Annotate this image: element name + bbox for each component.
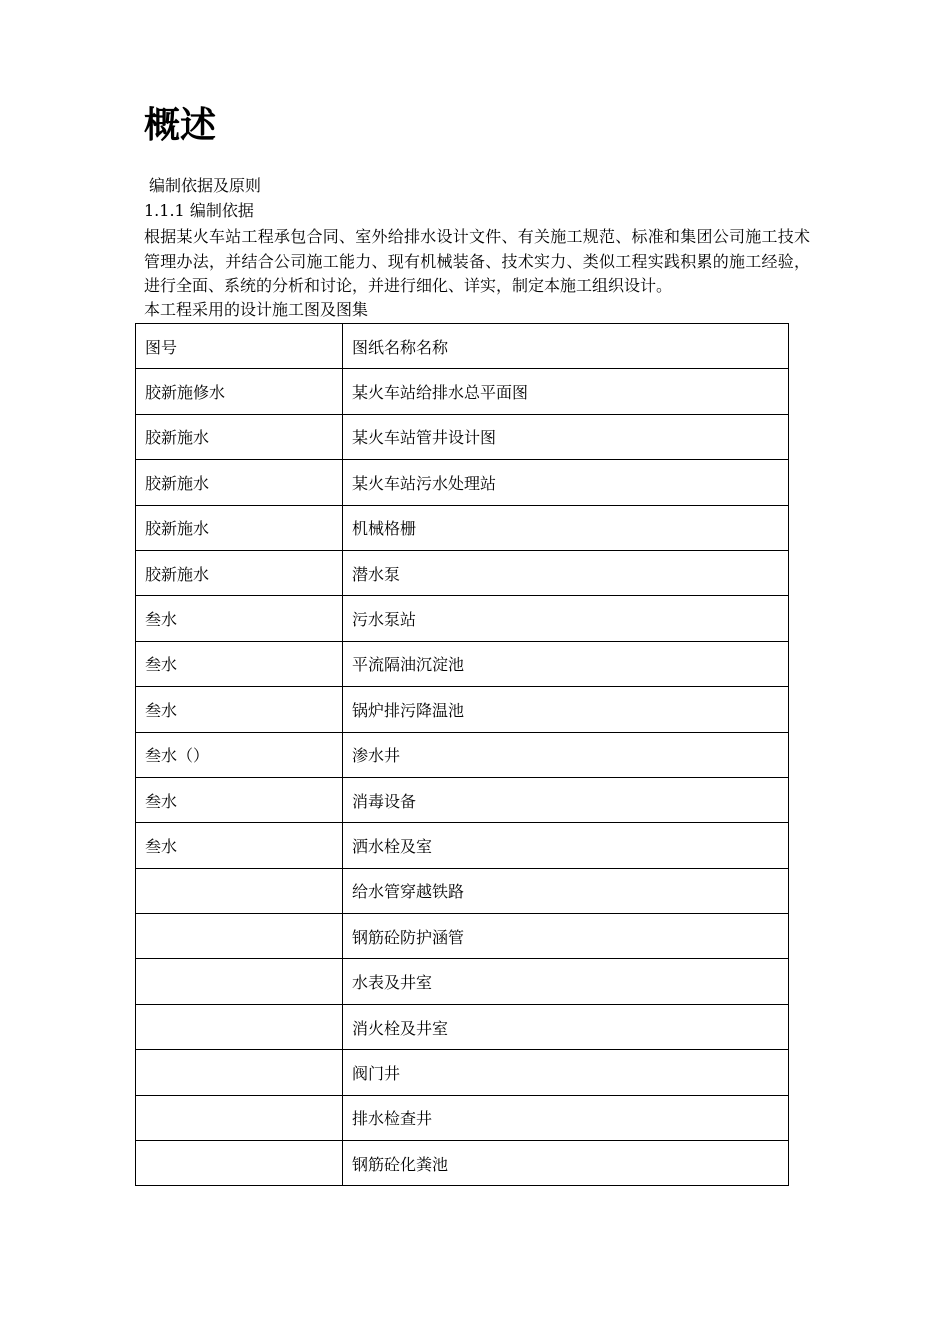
table-row <box>136 823 789 868</box>
cell-drawing-number: 胶新施水 <box>136 505 343 550</box>
cell-drawing-name: 钢筋砼化粪池 <box>343 1141 789 1186</box>
cell-drawing-name: 潜水泵 <box>343 550 789 595</box>
subsection-title: 编制依据 <box>189 201 254 220</box>
cell-drawing-number <box>136 1095 343 1140</box>
cell-drawing-number <box>136 959 343 1004</box>
drawings-table <box>135 323 789 1186</box>
cell-drawing-number: 胶新施修水 <box>136 369 343 414</box>
cell-drawing-name: 水表及井室 <box>343 959 789 1004</box>
drawings-table-body <box>136 324 789 1186</box>
table-row <box>136 1004 789 1049</box>
cell-drawing-name: 洒水栓及室 <box>343 823 789 868</box>
cell-drawing-number: 叁水 <box>136 687 343 732</box>
table-row <box>136 777 789 822</box>
table-row <box>136 550 789 595</box>
table-row <box>136 369 789 414</box>
cell-drawing-number: 叁水 <box>136 641 343 686</box>
table-row <box>136 505 789 550</box>
cell-drawing-name: 污水泵站 <box>343 596 789 641</box>
page-title: 概述 <box>144 105 217 146</box>
table-row <box>136 914 789 959</box>
cell-drawing-name: 阀门井 <box>343 1050 789 1095</box>
cell-drawing-number <box>136 868 343 913</box>
subsection-number: 1.1.1 <box>144 201 185 220</box>
table-row <box>136 868 789 913</box>
cell-drawing-name: 排水检查井 <box>343 1095 789 1140</box>
cell-drawing-number: 叁水 <box>136 596 343 641</box>
table-caption: 本工程采用的设计施工图及图集 <box>144 300 369 319</box>
cell-drawing-name: 机械格栅 <box>343 505 789 550</box>
cell-drawing-name: 渗水井 <box>343 732 789 777</box>
cell-drawing-number <box>136 914 343 959</box>
cell-drawing-number: 胶新施水 <box>136 414 343 459</box>
table-row <box>136 414 789 459</box>
table-row <box>136 460 789 505</box>
header-cell-drawing-number: 图号 <box>136 324 343 369</box>
cell-drawing-name: 锅炉排污降温池 <box>343 687 789 732</box>
section-heading: 编制依据及原则 <box>149 176 262 195</box>
table-row <box>136 1095 789 1140</box>
cell-drawing-name: 某火车站污水处理站 <box>343 460 789 505</box>
cell-drawing-number <box>136 1004 343 1049</box>
cell-drawing-name: 某火车站管井设计图 <box>343 414 789 459</box>
table-row <box>136 687 789 732</box>
cell-drawing-name: 给水管穿越铁路 <box>343 868 789 913</box>
cell-drawing-name: 某火车站给排水总平面图 <box>343 369 789 414</box>
cell-drawing-number: 叁水 <box>136 823 343 868</box>
subsection-heading <box>144 200 254 222</box>
cell-drawing-name: 平流隔油沉淀池 <box>343 641 789 686</box>
cell-drawing-number <box>136 1141 343 1186</box>
cell-drawing-number <box>136 1050 343 1095</box>
cell-drawing-number: 胶新施水 <box>136 460 343 505</box>
cell-drawing-number: 胶新施水 <box>136 550 343 595</box>
cell-drawing-name: 消火栓及井室 <box>343 1004 789 1049</box>
table-header-row <box>136 324 789 369</box>
table-row <box>136 596 789 641</box>
table-row <box>136 959 789 1004</box>
table-row <box>136 1141 789 1186</box>
cell-drawing-number: 叁水（） <box>136 732 343 777</box>
table-row <box>136 641 789 686</box>
table-row <box>136 732 789 777</box>
header-cell-drawing-name: 图纸名称名称 <box>343 324 789 369</box>
cell-drawing-number: 叁水 <box>136 777 343 822</box>
cell-drawing-name: 消毒设备 <box>343 777 789 822</box>
body-paragraph: 根据某火车站工程承包合同、室外给排水设计文件、有关施工规范、标准和集团公司施工技术管理办法，并结合公司施工能力、现有机械装备、技术实力、类似工程实践积累的施工经验，进行全面、系统的分析和讨论，并进行细化、详实，制定本施工组织设计。 <box>144 227 810 295</box>
cell-drawing-name: 钢筋砼防护涵管 <box>343 914 789 959</box>
table-row <box>136 1050 789 1095</box>
